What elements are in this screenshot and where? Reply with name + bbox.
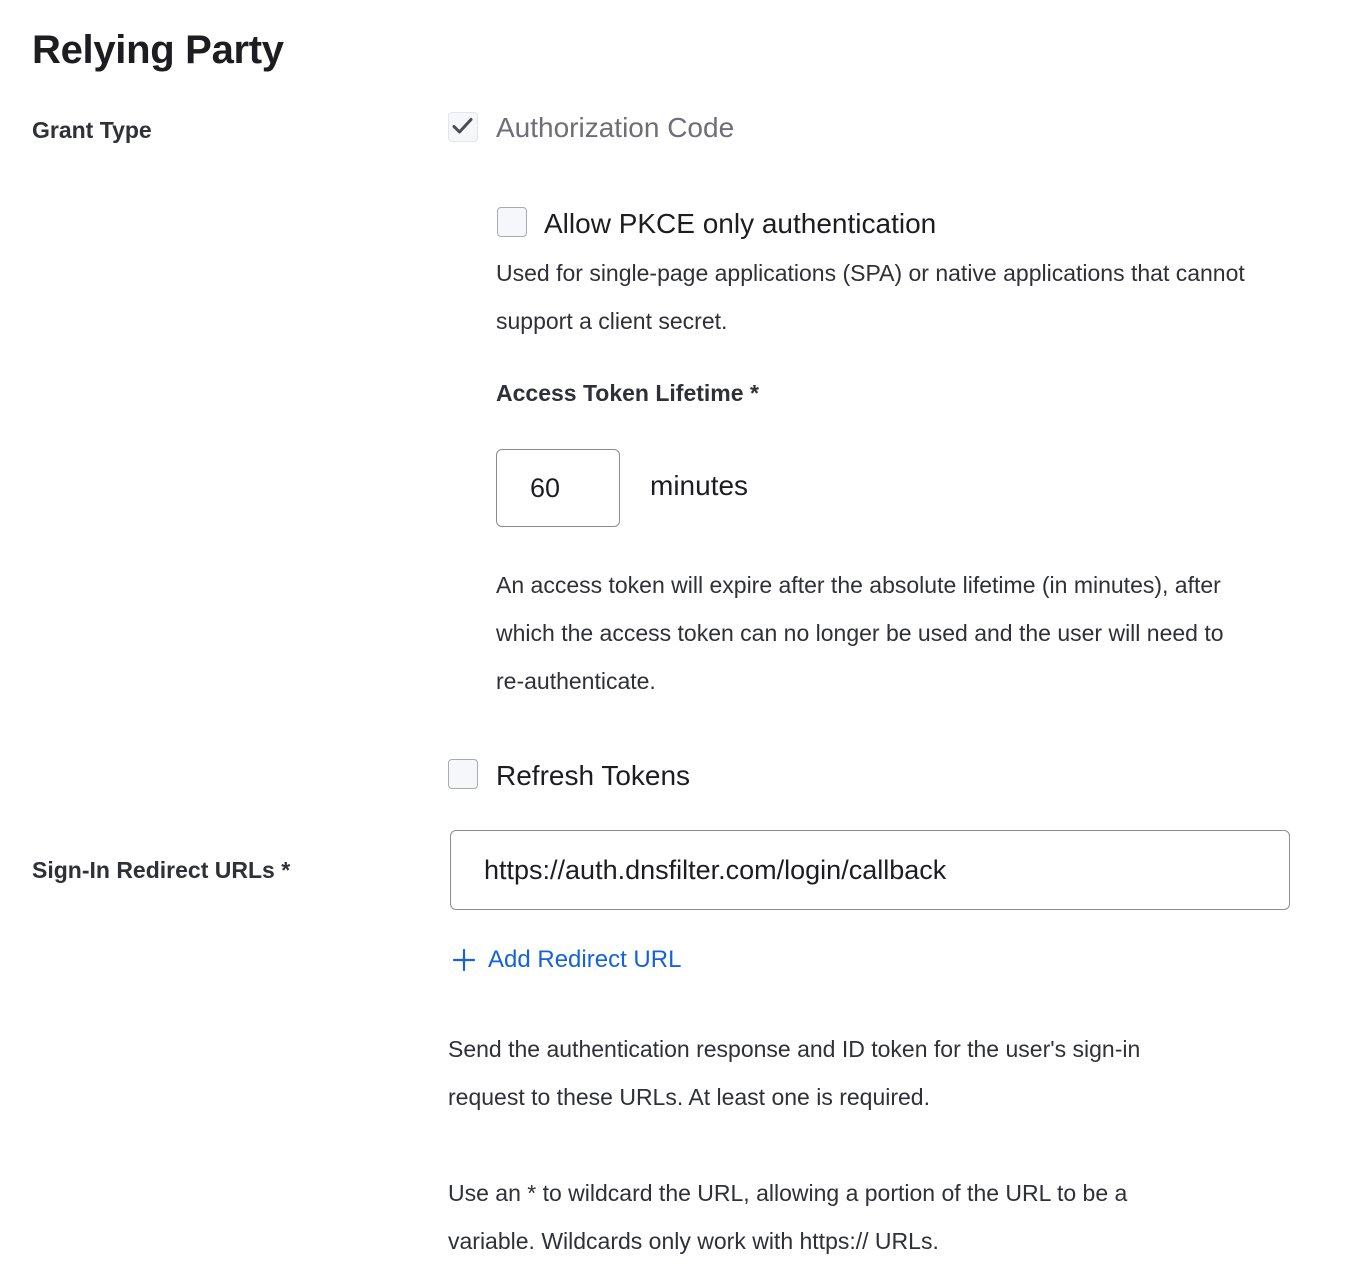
pkce-help-line-1: Used for single-page applications (SPA) or native applications that cannot (496, 260, 1245, 286)
pkce-checkbox[interactable] (497, 207, 527, 237)
grant-type-label: Grant Type (32, 117, 152, 143)
access-token-lifetime-input[interactable] (496, 449, 620, 527)
redirect-help-line-2: request to these URLs. At least one is required. (448, 1084, 930, 1110)
refresh-tokens-label: Refresh Tokens (496, 760, 691, 791)
redirect-url-input[interactable] (450, 830, 1290, 910)
access-token-lifetime-label: Access Token Lifetime * (496, 380, 759, 406)
access-token-help-line-2: which the access token can no longer be used and the user will need to (496, 620, 1224, 646)
redirect-help-line-4: variable. Wildcards only work with https:// URLs. (448, 1228, 939, 1254)
authorization-code-label: Authorization Code (496, 112, 735, 143)
sign-in-redirect-label: Sign-In Redirect URLs * (32, 857, 291, 883)
redirect-help-line-1: Send the authentication response and ID token for the user's sign-in (448, 1036, 1141, 1062)
refresh-tokens-checkbox[interactable] (448, 759, 478, 789)
page-title: Relying Party (32, 28, 284, 72)
minutes-unit-label: minutes (650, 470, 749, 501)
plus-icon (452, 948, 476, 972)
add-redirect-url-link[interactable] (452, 946, 681, 974)
checkmark-icon (449, 113, 476, 140)
pkce-help-line-2: support a client secret. (496, 308, 728, 334)
add-redirect-url-label: Add Redirect URL (488, 946, 682, 973)
access-token-help-line-3: re-authenticate. (496, 668, 656, 694)
access-token-help-line-1: An access token will expire after the absolute lifetime (in minutes), after (496, 572, 1221, 598)
authorization-code-checkbox[interactable] (448, 112, 478, 142)
pkce-label: Allow PKCE only authentication (544, 208, 937, 239)
redirect-help-line-3: Use an * to wildcard the URL, allowing a portion of the URL to be a (448, 1180, 1128, 1206)
